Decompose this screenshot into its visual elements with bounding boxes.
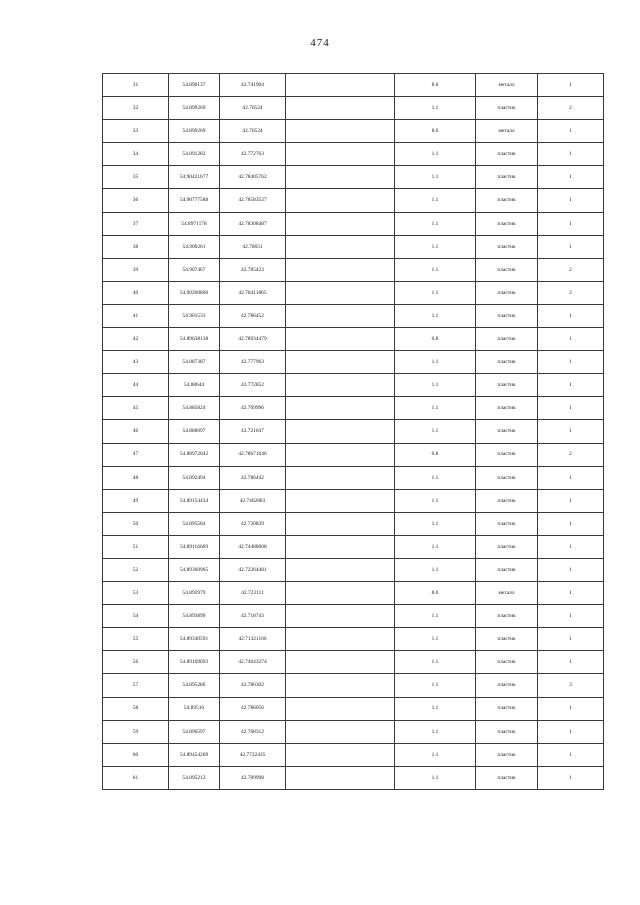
volume-cell: 0.8	[395, 328, 476, 351]
material-cell: пластик	[476, 258, 538, 281]
table-row	[103, 558, 604, 581]
address-cell	[286, 582, 395, 605]
table-row	[103, 235, 604, 258]
material-cell: пластик	[476, 97, 538, 120]
address-cell	[286, 212, 395, 235]
row-number-cell: 42	[103, 328, 169, 351]
latitude-cell: 54.901533	[169, 304, 220, 327]
table-row	[103, 212, 604, 235]
container-sites-table	[102, 73, 604, 790]
latitude-cell: 54.888097	[169, 420, 220, 443]
volume-cell: 1.1	[395, 466, 476, 489]
row-number-cell: 34	[103, 143, 169, 166]
latitude-cell: 54.8971178	[169, 212, 220, 235]
volume-cell: 1.1	[395, 166, 476, 189]
material-cell: пластик	[476, 328, 538, 351]
address-cell	[286, 535, 395, 558]
volume-cell: 1.1	[395, 281, 476, 304]
address-cell	[286, 189, 395, 212]
quantity-cell: 1	[538, 697, 604, 720]
volume-cell: 1.1	[395, 374, 476, 397]
address-cell	[286, 697, 395, 720]
table-row	[103, 628, 604, 651]
row-number-cell: 32	[103, 97, 169, 120]
address-cell	[286, 258, 395, 281]
latitude-cell: 54.891282	[169, 143, 220, 166]
longitude-cell: 42.74043274	[220, 651, 286, 674]
longitude-cell: 42.78308487	[220, 212, 286, 235]
material-cell: пластик	[476, 512, 538, 535]
longitude-cell: 42.769996	[220, 397, 286, 420]
latitude-cell: 54.89516	[169, 697, 220, 720]
latitude-cell: 54.895286	[169, 674, 220, 697]
row-number-cell: 55	[103, 628, 169, 651]
longitude-cell: 42.72264481	[220, 558, 286, 581]
quantity-cell: 2	[538, 258, 604, 281]
latitude-cell: 54.890137	[169, 74, 220, 97]
row-number-cell: 61	[103, 766, 169, 789]
longitude-cell: 42.718743	[220, 605, 286, 628]
longitude-cell: 42.786056	[220, 697, 286, 720]
material-cell: пластик	[476, 651, 538, 674]
row-number-cell: 48	[103, 466, 169, 489]
longitude-cell: 42.786452	[220, 304, 286, 327]
row-number-cell: 47	[103, 443, 169, 466]
quantity-cell: 1	[538, 235, 604, 258]
row-number-cell: 44	[103, 374, 169, 397]
row-number-cell: 60	[103, 743, 169, 766]
volume-cell: 1.1	[395, 535, 476, 558]
table-row	[103, 766, 604, 789]
row-number-cell: 49	[103, 489, 169, 512]
address-cell	[286, 605, 395, 628]
material-cell: металл	[476, 120, 538, 143]
material-cell: пластик	[476, 766, 538, 789]
latitude-cell: 54.90777588	[169, 189, 220, 212]
volume-cell: 1.1	[395, 697, 476, 720]
volume-cell: 1.1	[395, 628, 476, 651]
row-number-cell: 57	[103, 674, 169, 697]
address-cell	[286, 489, 395, 512]
latitude-cell: 54.89154434	[169, 489, 220, 512]
quantity-cell: 1	[538, 558, 604, 581]
material-cell: пластик	[476, 697, 538, 720]
quantity-cell: 1	[538, 166, 604, 189]
quantity-cell: 2	[538, 443, 604, 466]
longitude-cell: 42.78405762	[220, 166, 286, 189]
volume-cell: 1.1	[395, 258, 476, 281]
address-cell	[286, 235, 395, 258]
table-row	[103, 743, 604, 766]
address-cell	[286, 720, 395, 743]
material-cell: пластик	[476, 281, 538, 304]
table-row	[103, 582, 604, 605]
material-cell: пластик	[476, 351, 538, 374]
quantity-cell: 1	[538, 351, 604, 374]
material-cell: металл	[476, 582, 538, 605]
row-number-cell: 45	[103, 397, 169, 420]
material-cell: пластик	[476, 304, 538, 327]
volume-cell: 8.0	[395, 74, 476, 97]
volume-cell: 1.1	[395, 651, 476, 674]
quantity-cell: 1	[538, 651, 604, 674]
material-cell: пластик	[476, 443, 538, 466]
address-cell	[286, 143, 395, 166]
address-cell	[286, 351, 395, 374]
volume-cell: 0.8	[395, 443, 476, 466]
address-cell	[286, 628, 395, 651]
material-cell: пластик	[476, 489, 538, 512]
volume-cell: 1.1	[395, 766, 476, 789]
table-row	[103, 281, 604, 304]
latitude-cell: 54.892494	[169, 466, 220, 489]
quantity-cell: 1	[538, 304, 604, 327]
latitude-cell: 54.893979	[169, 582, 220, 605]
address-cell	[286, 466, 395, 489]
volume-cell: 1.1	[395, 351, 476, 374]
material-cell: пластик	[476, 605, 538, 628]
longitude-cell: 42.721047	[220, 420, 286, 443]
material-cell: пластик	[476, 720, 538, 743]
material-cell: пластик	[476, 235, 538, 258]
row-number-cell: 37	[103, 212, 169, 235]
row-number-cell: 54	[103, 605, 169, 628]
longitude-cell: 42.741904	[220, 74, 286, 97]
material-cell: пластик	[476, 674, 538, 697]
row-number-cell: 41	[103, 304, 169, 327]
quantity-cell: 1	[538, 143, 604, 166]
material-cell: пластик	[476, 743, 538, 766]
address-cell	[286, 120, 395, 143]
quantity-cell: 1	[538, 466, 604, 489]
latitude-cell: 54.89454269	[169, 743, 220, 766]
quantity-cell: 1	[538, 766, 604, 789]
table-row	[103, 512, 604, 535]
volume-cell: 1.1	[395, 143, 476, 166]
table-row	[103, 720, 604, 743]
address-cell	[286, 281, 395, 304]
volume-cell: 1.1	[395, 720, 476, 743]
longitude-cell: 42.74488008	[220, 535, 286, 558]
row-number-cell: 50	[103, 512, 169, 535]
table-row	[103, 351, 604, 374]
table-row	[103, 466, 604, 489]
latitude-cell: 54.88972042	[169, 443, 220, 466]
address-cell	[286, 743, 395, 766]
latitude-cell: 54.88644	[169, 374, 220, 397]
material-cell: пластик	[476, 466, 538, 489]
latitude-cell: 54.895212	[169, 766, 220, 789]
volume-cell: 1.1	[395, 97, 476, 120]
table-row	[103, 97, 604, 120]
quantity-cell: 3	[538, 674, 604, 697]
quantity-cell: 1	[538, 512, 604, 535]
row-number-cell: 56	[103, 651, 169, 674]
row-number-cell: 58	[103, 697, 169, 720]
quantity-cell: 1	[538, 535, 604, 558]
longitude-cell: 42.789998	[220, 766, 286, 789]
longitude-cell: 42.786302	[220, 674, 286, 697]
material-cell: пластик	[476, 420, 538, 443]
longitude-cell: 42.768312	[220, 720, 286, 743]
table-row	[103, 397, 604, 420]
row-number-cell: 33	[103, 120, 169, 143]
row-number-cell: 46	[103, 420, 169, 443]
table-body	[103, 74, 604, 790]
quantity-cell: 1	[538, 420, 604, 443]
address-cell	[286, 397, 395, 420]
longitude-cell: 42.76524	[220, 120, 286, 143]
quantity-cell: 1	[538, 628, 604, 651]
quantity-cell: 1	[538, 489, 604, 512]
latitude-cell: 54.90421677	[169, 166, 220, 189]
longitude-cell: 42.723111	[220, 582, 286, 605]
longitude-cell: 42.78671646	[220, 443, 286, 466]
longitude-cell: 42.78583527	[220, 189, 286, 212]
table-row	[103, 328, 604, 351]
row-number-cell: 52	[103, 558, 169, 581]
table-row	[103, 697, 604, 720]
latitude-cell: 54.895584	[169, 512, 220, 535]
volume-cell: 1.1	[395, 674, 476, 697]
quantity-cell: 1	[538, 189, 604, 212]
longitude-cell: 42.772763	[220, 143, 286, 166]
latitude-cell: 54.89638138	[169, 328, 220, 351]
table-row	[103, 605, 604, 628]
volume-cell: 1.1	[395, 605, 476, 628]
quantity-cell: 1	[538, 720, 604, 743]
row-number-cell: 39	[103, 258, 169, 281]
table-row	[103, 443, 604, 466]
quantity-cell: 1	[538, 582, 604, 605]
address-cell	[286, 374, 395, 397]
address-cell	[286, 443, 395, 466]
address-cell	[286, 558, 395, 581]
table-row	[103, 304, 604, 327]
volume-cell: 1.1	[395, 558, 476, 581]
volume-cell: 1.1	[395, 304, 476, 327]
material-cell: пластик	[476, 166, 538, 189]
material-cell: пластик	[476, 212, 538, 235]
quantity-cell: 1	[538, 397, 604, 420]
latitude-cell: 54.89360965	[169, 558, 220, 581]
material-cell: пластик	[476, 628, 538, 651]
address-cell	[286, 512, 395, 535]
volume-cell: 1.1	[395, 420, 476, 443]
table-row	[103, 674, 604, 697]
row-number-cell: 35	[103, 166, 169, 189]
volume-cell: 1.1	[395, 235, 476, 258]
latitude-cell: 54.887387	[169, 351, 220, 374]
row-number-cell: 59	[103, 720, 169, 743]
page-number: 474	[310, 37, 330, 49]
material-cell: пластик	[476, 374, 538, 397]
latitude-cell: 54.885824	[169, 397, 220, 420]
quantity-cell: 1	[538, 74, 604, 97]
material-cell: пластик	[476, 558, 538, 581]
volume-cell: 8.0	[395, 582, 476, 605]
longitude-cell: 42.78651	[220, 235, 286, 258]
address-cell	[286, 766, 395, 789]
longitude-cell: 42.777963	[220, 351, 286, 374]
quantity-cell: 1	[538, 743, 604, 766]
row-number-cell: 38	[103, 235, 169, 258]
longitude-cell: 42.7462883	[220, 489, 286, 512]
volume-cell: 8.0	[395, 120, 476, 143]
table-row	[103, 143, 604, 166]
latitude-cell: 54.893899	[169, 605, 220, 628]
volume-cell: 1.1	[395, 489, 476, 512]
longitude-cell: 42.720839	[220, 512, 286, 535]
latitude-cell: 54.89169693	[169, 651, 220, 674]
latitude-cell: 54.89340591	[169, 628, 220, 651]
address-cell	[286, 651, 395, 674]
table-row	[103, 258, 604, 281]
table-row	[103, 74, 604, 97]
row-number-cell: 43	[103, 351, 169, 374]
longitude-cell: 42.785423	[220, 258, 286, 281]
longitude-cell: 42.71321106	[220, 628, 286, 651]
longitude-cell: 42.76524	[220, 97, 286, 120]
table-row	[103, 535, 604, 558]
quantity-cell: 2	[538, 97, 604, 120]
table-row	[103, 651, 604, 674]
table-row	[103, 374, 604, 397]
longitude-cell: 42.772852	[220, 374, 286, 397]
row-number-cell: 51	[103, 535, 169, 558]
address-cell	[286, 304, 395, 327]
latitude-cell: 54.899269	[169, 120, 220, 143]
table-row	[103, 120, 604, 143]
row-number-cell: 53	[103, 582, 169, 605]
volume-cell: 1.1	[395, 397, 476, 420]
material-cell: пластик	[476, 189, 538, 212]
material-cell: пластик	[476, 397, 538, 420]
latitude-cell: 54.90200806	[169, 281, 220, 304]
address-cell	[286, 74, 395, 97]
volume-cell: 1.1	[395, 743, 476, 766]
longitude-cell: 42.78411865	[220, 281, 286, 304]
quantity-cell: 1	[538, 212, 604, 235]
quantity-cell: 1	[538, 374, 604, 397]
material-cell: пластик	[476, 535, 538, 558]
address-cell	[286, 328, 395, 351]
row-number-cell: 36	[103, 189, 169, 212]
table-row	[103, 489, 604, 512]
quantity-cell: 2	[538, 281, 604, 304]
table-row	[103, 420, 604, 443]
longitude-cell: 42.7722435	[220, 743, 286, 766]
latitude-cell: 54.896597	[169, 720, 220, 743]
address-cell	[286, 97, 395, 120]
volume-cell: 1.1	[395, 212, 476, 235]
volume-cell: 1.1	[395, 512, 476, 535]
quantity-cell: 1	[538, 328, 604, 351]
latitude-cell: 54.89116669	[169, 535, 220, 558]
row-number-cell: 31	[103, 74, 169, 97]
latitude-cell: 54.899269	[169, 97, 220, 120]
volume-cell: 1.1	[395, 189, 476, 212]
row-number-cell: 40	[103, 281, 169, 304]
address-cell	[286, 674, 395, 697]
address-cell	[286, 420, 395, 443]
latitude-cell: 54.907467	[169, 258, 220, 281]
material-cell: пластик	[476, 143, 538, 166]
address-cell	[286, 166, 395, 189]
table-row	[103, 189, 604, 212]
material-cell: металл	[476, 74, 538, 97]
quantity-cell: 1	[538, 605, 604, 628]
longitude-cell: 42.786442	[220, 466, 286, 489]
quantity-cell: 1	[538, 120, 604, 143]
longitude-cell: 42.78934479	[220, 328, 286, 351]
table-row	[103, 166, 604, 189]
latitude-cell: 54.900261	[169, 235, 220, 258]
